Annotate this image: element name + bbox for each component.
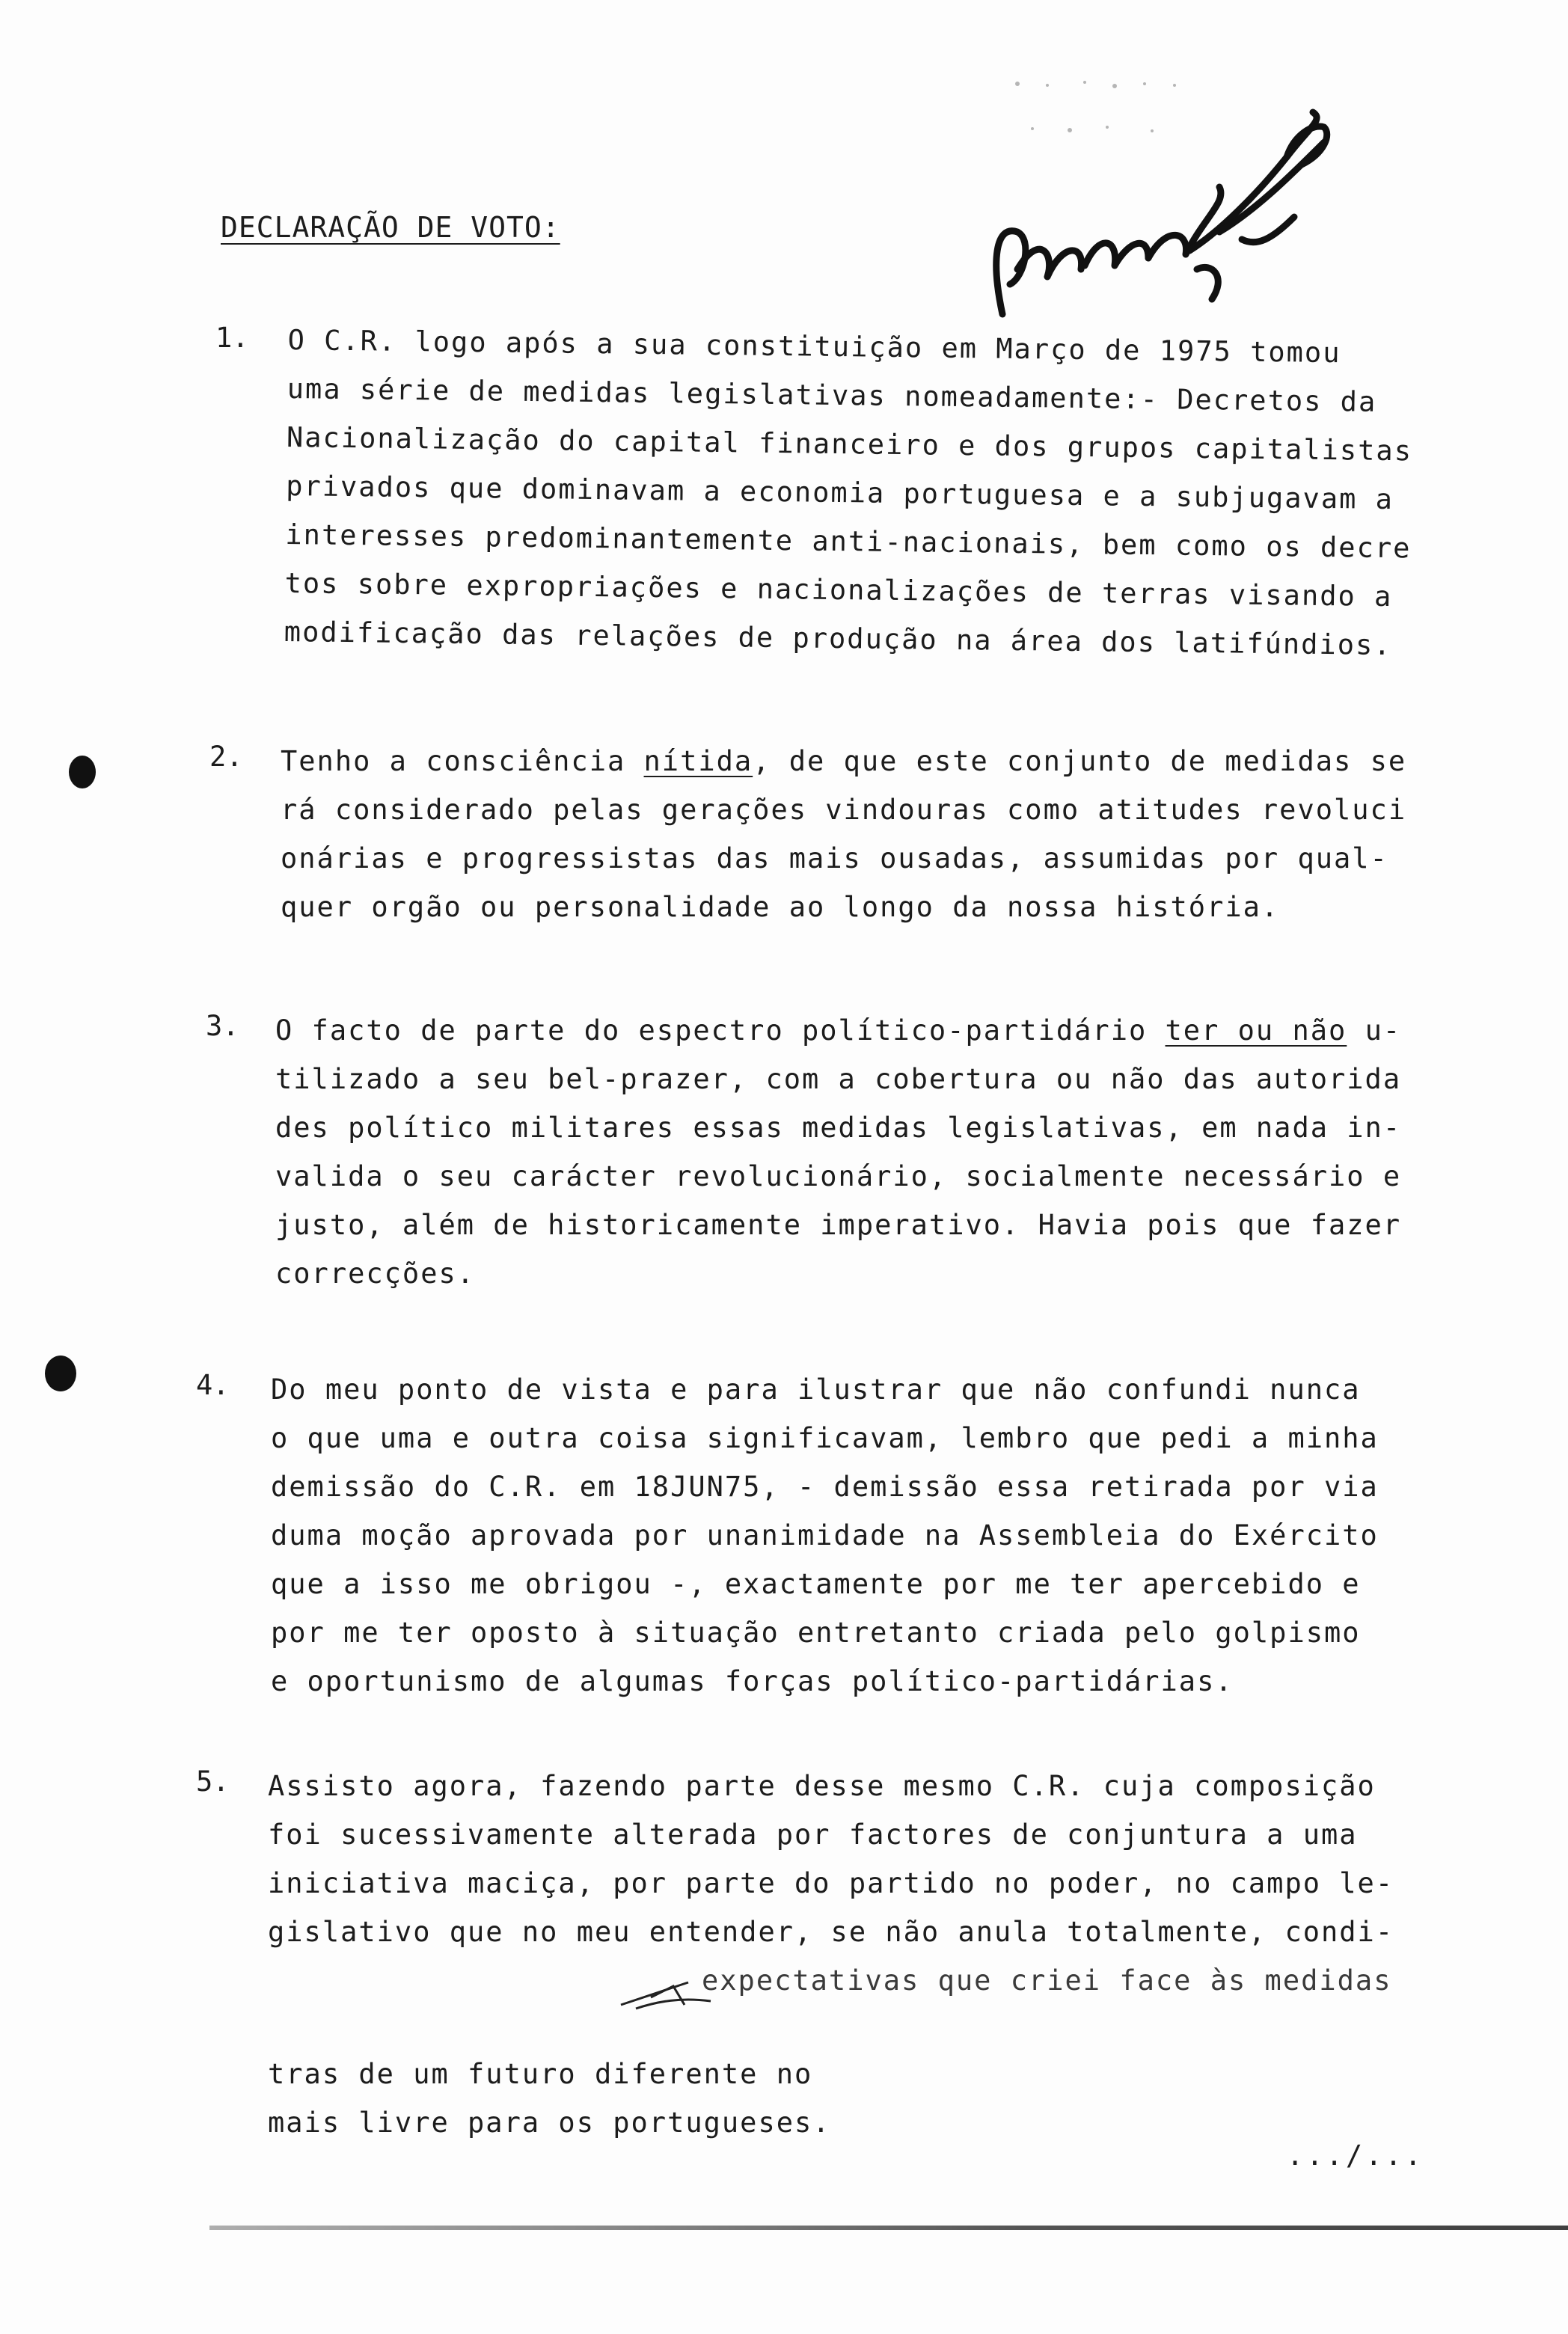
paragraph-1-line: O C.R. logo após a sua constituição em Março de 1975 tomou <box>287 323 1341 370</box>
paragraph-4-line: duma moção aprovada por unanimidade na Assembleia do Exército <box>271 1519 1379 1552</box>
paragraph-2-line <box>281 737 1406 785</box>
paragraph-4-line: demissão do C.R. em 18JUN75, - demissão essa retirada por via <box>271 1471 1379 1503</box>
paragraph-5-line: tras de um futuro diferente no <box>268 2058 813 2090</box>
paragraph-2-line: onárias e progressistas das mais ousadas, assumidas por qual- <box>281 842 1388 875</box>
paragraph-4-line: Do meu ponto de vista e para ilustrar que não confundi nunca <box>271 1373 1361 1406</box>
paragraph-1-line: Nacionalização do capital financeiro e dos grupos capitalistas <box>286 420 1413 468</box>
paragraph-3 <box>275 1006 1401 1298</box>
paragraph-3-line: justo, além de historicamente imperativo. Havia pois que fazer <box>275 1209 1402 1241</box>
bottom-edge-line <box>209 2226 1568 2230</box>
paragraph-1-line: uma série de medidas legislativas nomeadamente:- Decretos da <box>287 372 1377 418</box>
paragraph-5-line: Assisto agora, fazendo parte desse mesmo C.R. cuja composição <box>268 1770 1376 1802</box>
paragraph-4 <box>271 1365 1379 1706</box>
paragraph-3-text: O facto de parte do espectro político-partidário <box>275 1014 1166 1047</box>
paragraph-4-line: o que uma e outra coisa significavam, lembro que pedi a minha <box>271 1422 1379 1454</box>
paragraph-2-line: rá considerado pelas gerações vindouras como atitudes revoluci <box>281 794 1407 826</box>
paragraph-4-line: e oportunismo de algumas forças político-partidárias. <box>271 1665 1234 1697</box>
paragraph-3-line: valida o seu carácter revolucionário, socialmente necessário e <box>275 1160 1402 1192</box>
paragraph-3-text: u- <box>1347 1014 1402 1047</box>
paragraph-1 <box>284 316 1414 670</box>
ink-smudge <box>613 1975 763 2012</box>
paragraph-2-number: 2. <box>209 741 243 773</box>
paragraph-4-number: 4. <box>196 1369 230 1401</box>
punch-hole-bottom <box>45 1356 76 1391</box>
paragraph-5 <box>268 1762 1394 2005</box>
paragraph-5-tail <box>268 2050 831 2147</box>
paragraph-3-line: tilizado a seu bel-prazer, com a cobertura ou não das autorida <box>275 1063 1402 1095</box>
paragraph-1-number: 1. <box>215 322 249 354</box>
paragraph-1-line: modificação das relações de produção na área dos latifúndios. <box>284 615 1392 662</box>
paragraph-3-line <box>275 1006 1401 1055</box>
paragraph-5-number: 5. <box>196 1765 230 1798</box>
paragraph-1-line: interesses predominantemente anti-nacionais, bem como os decre <box>285 518 1412 565</box>
continuation-mark: .../... <box>1287 2140 1424 2172</box>
page-title: DECLARAÇÃO DE VOTO: <box>221 211 560 244</box>
paragraph-3-line: correcções. <box>275 1258 476 1290</box>
paragraph-2 <box>281 737 1406 931</box>
paragraph-3-line: des político militares essas medidas legislativas, em nada in- <box>275 1112 1402 1144</box>
punch-hole-top <box>69 756 96 788</box>
paragraph-4-line: por me ter oposto à situação entretanto criada pelo golpismo <box>271 1617 1361 1649</box>
handwritten-signature <box>973 82 1347 337</box>
paragraph-5-line: iniciativa maciça, por parte do partido no poder, no campo le- <box>268 1867 1394 1899</box>
paragraph-1-line: privados que dominavam a economia portuguesa e a subjugavam a <box>285 469 1394 516</box>
paragraph-3-number: 3. <box>206 1010 239 1042</box>
paragraph-4-line: que a isso me obrigou -, exactamente por me ter apercebido e <box>271 1568 1361 1600</box>
paragraph-5-line: mais livre para os portugueses. <box>268 2107 831 2139</box>
paragraph-5-line: foi sucessivamente alterada por factores de conjuntura a uma <box>268 1819 1358 1851</box>
underlined-emphasis: nítida <box>643 745 753 777</box>
paragraph-1-line: tos sobre expropriações e nacionalizações de terras visando a <box>284 566 1393 613</box>
paragraph-5-line: gislativo que no meu entender, se não anula totalmente, condi- <box>268 1916 1394 1948</box>
paragraph-2-text: , de que este conjunto de medidas se <box>753 745 1407 777</box>
paragraph-2-line: quer orgão ou personalidade ao longo da nossa história. <box>281 891 1280 923</box>
paragraph-5-line: expectativas que criei face às medidas <box>702 1964 1392 1997</box>
paragraph-2-text: Tenho a consciência <box>281 745 644 777</box>
underlined-emphasis: ter ou não <box>1165 1014 1347 1047</box>
